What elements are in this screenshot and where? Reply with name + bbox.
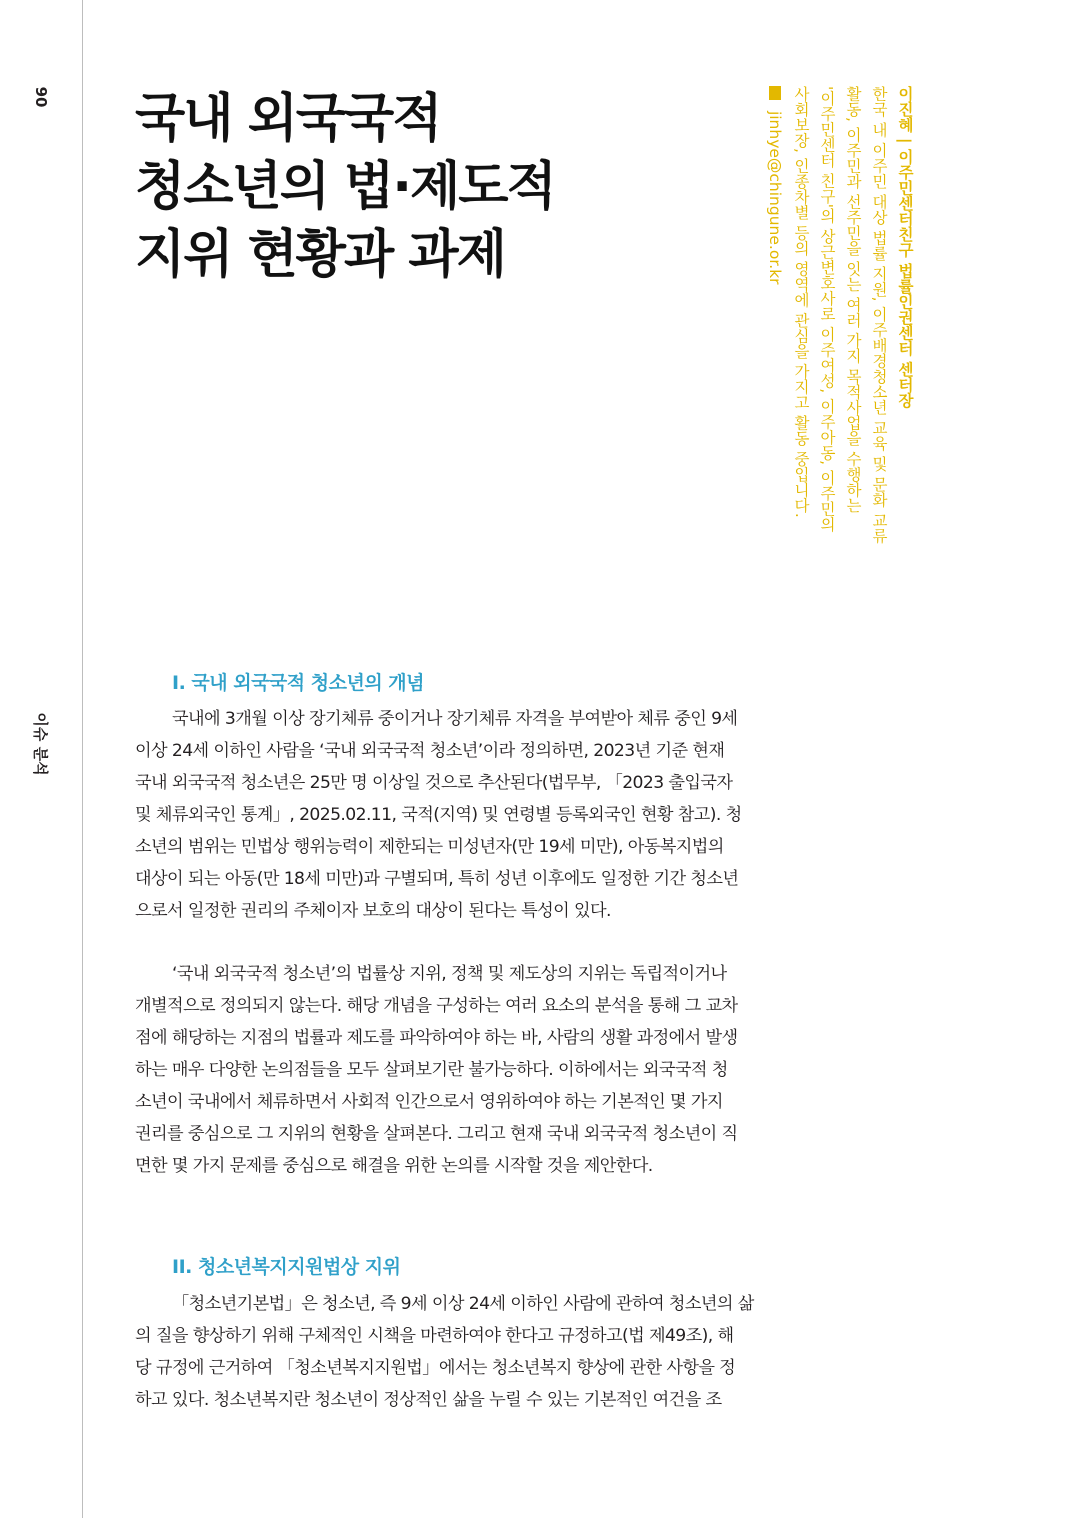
margin-rule xyxy=(82,0,83,1518)
email-text: jinhye@chingune.or.kr xyxy=(766,110,784,285)
bio-line: 활동, 이주민과 선주민을 잇는 여러 가지 목적사업을 수행하는 xyxy=(844,86,862,513)
text-line: 당 규정에 근거하여 「청소년복지지원법」에서는 청소년복지 향상에 관한 사항을 정 xyxy=(135,1358,736,1378)
text-line: 대상이 되는 아동(만 18세 미만)과 구별되며, 특히 성년 이후에도 일정한 기간 청소년 xyxy=(135,869,739,889)
page-number: 90 xyxy=(32,86,50,108)
title-line: 청소년의 법·제도적 xyxy=(135,157,555,217)
author-email[interactable] xyxy=(761,86,789,566)
paragraph xyxy=(135,958,777,1182)
title-line: 국내 외국국적 xyxy=(135,89,441,149)
page-title xyxy=(135,85,735,289)
paragraph xyxy=(135,1288,777,1416)
text-line: 소년의 범위는 민법상 행위능력이 제한되는 미성년자(만 19세 미만), 아동복지법의 xyxy=(135,837,724,857)
text-line: 권리를 중심으로 그 지위의 현황을 살펴본다. 그리고 현재 국내 외국국적 청소년이 직 xyxy=(135,1124,738,1144)
bio-line: 한국 내 이주민 대상 법률 지원, 이주배경청소년 교육 및 문화 교류 xyxy=(870,86,888,544)
text-line: 점에 해당하는 지점의 법률과 제도를 파악하여야 하는 바, 사람의 생활 과정에서 발생 xyxy=(135,1028,738,1048)
section-heading: II. 청소년복지지원법상 지위 xyxy=(172,1256,401,1278)
section-label: 이슈 분석 xyxy=(31,712,50,776)
text-line: 하고 있다. 청소년복지란 청소년이 정상적인 삶을 누릴 수 있는 기본적인 여건을 조 xyxy=(135,1390,722,1410)
section-heading: I. 국내 외국국적 청소년의 개념 xyxy=(172,672,424,694)
text-line: 「청소년기본법」은 청소년, 즉 9세 이상 24세 이하인 사람에 관하여 청소년의 삶 xyxy=(172,1294,754,1314)
text-line: 하는 매우 다양한 논의점들을 모두 살펴보기란 불가능하다. 이하에서는 외국국적 청 xyxy=(135,1060,728,1080)
text-line: 으로서 일정한 권리의 주체이자 보호의 대상이 된다는 특성이 있다. xyxy=(135,901,611,921)
author-bio xyxy=(766,86,923,566)
text-line: 국내에 3개월 이상 장기체류 중이거나 장기체류 자격을 부여받아 체류 중인 9세 xyxy=(172,709,738,729)
text-line: 면한 몇 가지 문제를 중심으로 해결을 위한 논의를 시작할 것을 제안한다. xyxy=(135,1156,653,1176)
text-line: 개별적으로 정의되지 않는다. 해당 개념을 구성하는 여러 요소의 분석을 통해 그 교차 xyxy=(135,996,738,1016)
text-line: 국내 외국국적 청소년은 25만 명 이상일 것으로 추산된다(법무부, 「2023 출입국자 xyxy=(135,773,733,793)
text-line: ‘국내 외국국적 청소년’의 법률상 지위, 정책 및 제도상의 지위는 독립적이거나 xyxy=(172,964,727,984)
title-line: 지위 현황과 과제 xyxy=(135,225,505,285)
mail-icon xyxy=(769,86,781,100)
text-line: 이상 24세 이하인 사람을 ‘국내 외국국적 청소년’이라 정의하면, 2023년 기준 현재 xyxy=(135,741,725,761)
author-name: 이진혜 | 이주민센터친구 법률인권센터 센터장 xyxy=(896,86,914,408)
text-line: 및 체류외국인 통계」, 2025.02.11, 국적(지역) 및 연령별 등록외국인 현황 참고). 청 xyxy=(135,805,742,825)
bio-line: '이주민센터 친구'의 상근변호사로 이주여성, 이주아동, 이주민의 xyxy=(818,86,836,533)
text-line: 소년이 국내에서 체류하면서 사회적 인간으로서 영위하여야 하는 기본적인 몇 가지 xyxy=(135,1092,723,1112)
bio-line: 사회보장, 인종차별 등의 영역에 관심을 가지고 활동 중입니다. xyxy=(792,86,810,518)
text-line: 의 질을 향상하기 위해 구체적인 시책을 마련하여야 한다고 규정하고(법 제49조), 해 xyxy=(135,1326,734,1346)
paragraph xyxy=(135,703,777,927)
